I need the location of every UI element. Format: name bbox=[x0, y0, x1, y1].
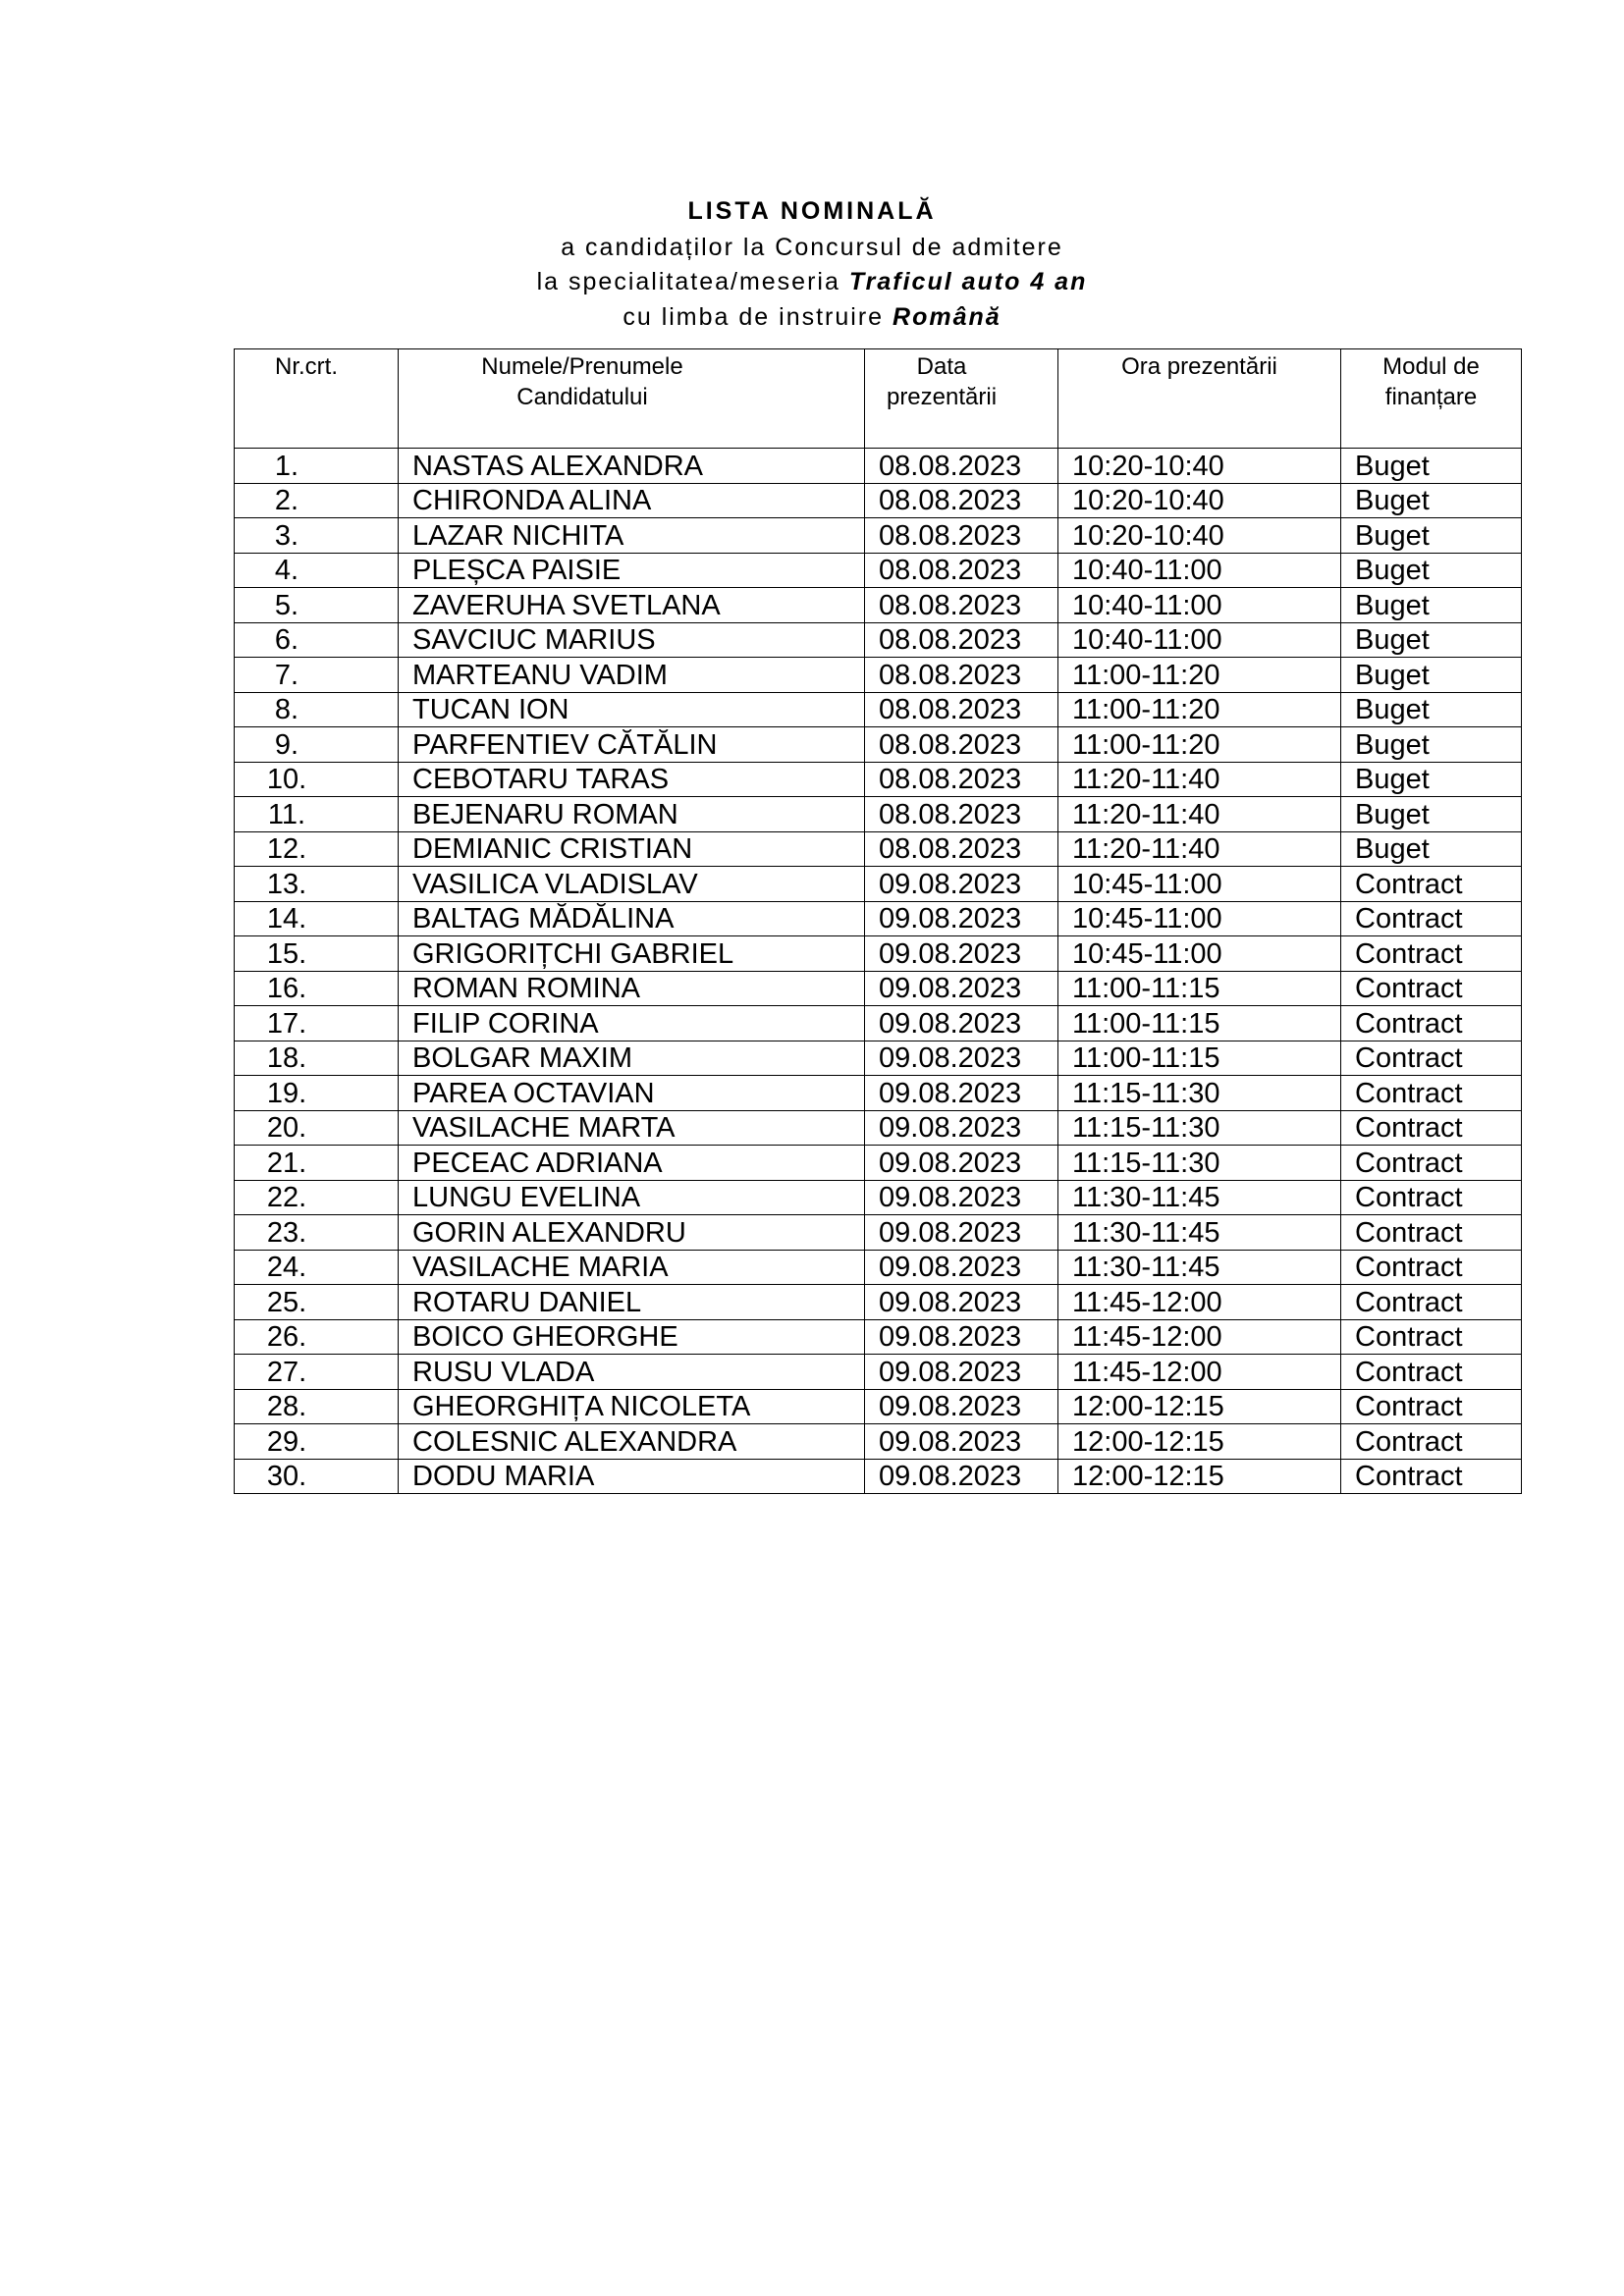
cell-presentation-time: 10:45-11:00 bbox=[1058, 901, 1341, 936]
cell-candidate-name: DEMIANIC CRISTIAN bbox=[399, 831, 865, 867]
specialty-prefix: la specialitatea/meseria bbox=[536, 268, 840, 295]
cell-candidate-name: CHIRONDA ALINA bbox=[399, 483, 865, 518]
table-body bbox=[235, 449, 1522, 1494]
table-row bbox=[235, 588, 1522, 623]
table-row bbox=[235, 762, 1522, 797]
column-header-fin-line2: finanțare bbox=[1384, 384, 1478, 410]
document-title: LISTA NOMINALĂ bbox=[687, 197, 937, 225]
specialty-line bbox=[0, 268, 1624, 296]
table-row bbox=[235, 1424, 1522, 1460]
cell-presentation-time: 12:00-12:15 bbox=[1058, 1424, 1341, 1460]
cell-nr: 23. bbox=[235, 1215, 399, 1251]
cell-presentation-time: 11:45-12:00 bbox=[1058, 1285, 1341, 1320]
cell-presentation-date: 09.08.2023 bbox=[865, 971, 1058, 1006]
cell-presentation-date: 08.08.2023 bbox=[865, 797, 1058, 832]
table-row bbox=[235, 483, 1522, 518]
cell-candidate-name: ROTARU DANIEL bbox=[399, 1285, 865, 1320]
cell-nr: 1. bbox=[235, 449, 399, 484]
cell-presentation-date: 09.08.2023 bbox=[865, 1006, 1058, 1041]
cell-presentation-date: 09.08.2023 bbox=[865, 1146, 1058, 1181]
cell-presentation-date: 08.08.2023 bbox=[865, 727, 1058, 763]
cell-financing-mode: Buget bbox=[1341, 553, 1522, 588]
table-row bbox=[235, 1389, 1522, 1424]
cell-presentation-time: 11:30-11:45 bbox=[1058, 1215, 1341, 1251]
cell-presentation-time: 11:00-11:15 bbox=[1058, 1006, 1341, 1041]
cell-candidate-name: MARTEANU VADIM bbox=[399, 658, 865, 693]
cell-candidate-name: SAVCIUC MARIUS bbox=[399, 622, 865, 658]
cell-nr: 12. bbox=[235, 831, 399, 867]
cell-presentation-time: 11:20-11:40 bbox=[1058, 831, 1341, 867]
table-row bbox=[235, 1146, 1522, 1181]
cell-candidate-name: LUNGU EVELINA bbox=[399, 1180, 865, 1215]
cell-presentation-date: 08.08.2023 bbox=[865, 831, 1058, 867]
cell-financing-mode: Contract bbox=[1341, 1215, 1522, 1251]
column-header-time bbox=[1058, 349, 1341, 449]
cell-candidate-name: VASILICA VLADISLAV bbox=[399, 867, 865, 902]
cell-presentation-date: 09.08.2023 bbox=[865, 936, 1058, 972]
cell-presentation-time: 10:40-11:00 bbox=[1058, 588, 1341, 623]
cell-nr: 26. bbox=[235, 1319, 399, 1355]
cell-financing-mode: Contract bbox=[1341, 1146, 1522, 1181]
cell-nr: 10. bbox=[235, 762, 399, 797]
cell-presentation-date: 08.08.2023 bbox=[865, 518, 1058, 554]
table-row bbox=[235, 727, 1522, 763]
cell-nr: 4. bbox=[235, 553, 399, 588]
table-row bbox=[235, 1319, 1522, 1355]
cell-candidate-name: BEJENARU ROMAN bbox=[399, 797, 865, 832]
cell-presentation-date: 08.08.2023 bbox=[865, 588, 1058, 623]
document-subtitle: a candidaților la Concursul de admitere bbox=[561, 234, 1063, 261]
cell-candidate-name: CEBOTARU TARAS bbox=[399, 762, 865, 797]
column-header-name-line1: Numele/Prenumele bbox=[481, 353, 683, 380]
cell-nr: 21. bbox=[235, 1146, 399, 1181]
cell-presentation-date: 09.08.2023 bbox=[865, 1424, 1058, 1460]
cell-candidate-name: VASILACHE MARIA bbox=[399, 1250, 865, 1285]
specialty-name: Traficul auto 4 an bbox=[848, 268, 1088, 295]
cell-presentation-date: 08.08.2023 bbox=[865, 553, 1058, 588]
cell-presentation-time: 11:00-11:20 bbox=[1058, 692, 1341, 727]
cell-presentation-time: 10:20-10:40 bbox=[1058, 449, 1341, 484]
cell-nr: 20. bbox=[235, 1110, 399, 1146]
cell-financing-mode: Buget bbox=[1341, 622, 1522, 658]
column-header-date-line1: Data bbox=[916, 353, 967, 380]
column-header-date bbox=[865, 349, 1058, 449]
cell-candidate-name: ZAVERUHA SVETLANA bbox=[399, 588, 865, 623]
cell-presentation-time: 11:00-11:15 bbox=[1058, 1041, 1341, 1076]
cell-presentation-time: 12:00-12:15 bbox=[1058, 1459, 1341, 1494]
cell-candidate-name: GRIGORIȚCHI GABRIEL bbox=[399, 936, 865, 972]
cell-candidate-name: FILIP CORINA bbox=[399, 1006, 865, 1041]
cell-financing-mode: Buget bbox=[1341, 483, 1522, 518]
language-line bbox=[0, 303, 1624, 332]
cell-presentation-date: 09.08.2023 bbox=[865, 1250, 1058, 1285]
table-row bbox=[235, 1110, 1522, 1146]
column-header-fin-line1: Modul de bbox=[1382, 353, 1480, 380]
cell-financing-mode: Contract bbox=[1341, 1319, 1522, 1355]
cell-presentation-time: 11:20-11:40 bbox=[1058, 797, 1341, 832]
cell-presentation-date: 08.08.2023 bbox=[865, 692, 1058, 727]
cell-financing-mode: Contract bbox=[1341, 867, 1522, 902]
cell-presentation-time: 11:00-11:20 bbox=[1058, 727, 1341, 763]
cell-financing-mode: Contract bbox=[1341, 936, 1522, 972]
cell-candidate-name: ROMAN ROMINA bbox=[399, 971, 865, 1006]
cell-candidate-name: BOICO GHEORGHE bbox=[399, 1319, 865, 1355]
cell-presentation-time: 11:15-11:30 bbox=[1058, 1110, 1341, 1146]
cell-financing-mode: Buget bbox=[1341, 658, 1522, 693]
table-row bbox=[235, 831, 1522, 867]
cell-presentation-date: 08.08.2023 bbox=[865, 622, 1058, 658]
cell-financing-mode: Contract bbox=[1341, 1110, 1522, 1146]
table-row bbox=[235, 1355, 1522, 1390]
cell-presentation-date: 09.08.2023 bbox=[865, 1389, 1058, 1424]
cell-candidate-name: GHEORGHIȚA NICOLETA bbox=[399, 1389, 865, 1424]
cell-presentation-time: 10:40-11:00 bbox=[1058, 622, 1341, 658]
table-row bbox=[235, 1250, 1522, 1285]
table-row bbox=[235, 1180, 1522, 1215]
cell-financing-mode: Contract bbox=[1341, 1285, 1522, 1320]
cell-financing-mode: Buget bbox=[1341, 797, 1522, 832]
cell-candidate-name: PARFENTIEV CĂTĂLIN bbox=[399, 727, 865, 763]
cell-candidate-name: LAZAR NICHITA bbox=[399, 518, 865, 554]
cell-financing-mode: Contract bbox=[1341, 1250, 1522, 1285]
column-header-nr bbox=[235, 349, 399, 449]
table-row bbox=[235, 901, 1522, 936]
cell-presentation-date: 09.08.2023 bbox=[865, 1355, 1058, 1390]
column-header-nr-label: Nr.crt. bbox=[275, 353, 338, 380]
table-header-row bbox=[235, 349, 1522, 449]
cell-candidate-name: DODU MARIA bbox=[399, 1459, 865, 1494]
cell-nr: 3. bbox=[235, 518, 399, 554]
cell-financing-mode: Buget bbox=[1341, 727, 1522, 763]
cell-candidate-name: PLEȘCA PAISIE bbox=[399, 553, 865, 588]
cell-presentation-time: 11:30-11:45 bbox=[1058, 1250, 1341, 1285]
cell-presentation-time: 10:40-11:00 bbox=[1058, 553, 1341, 588]
cell-nr: 9. bbox=[235, 727, 399, 763]
cell-presentation-time: 11:15-11:30 bbox=[1058, 1146, 1341, 1181]
cell-financing-mode: Contract bbox=[1341, 901, 1522, 936]
table-row bbox=[235, 553, 1522, 588]
cell-presentation-date: 09.08.2023 bbox=[865, 1180, 1058, 1215]
language-name: Română bbox=[893, 303, 1001, 331]
cell-nr: 27. bbox=[235, 1355, 399, 1390]
cell-financing-mode: Contract bbox=[1341, 1355, 1522, 1390]
cell-presentation-date: 09.08.2023 bbox=[865, 901, 1058, 936]
cell-nr: 13. bbox=[235, 867, 399, 902]
cell-presentation-time: 11:30-11:45 bbox=[1058, 1180, 1341, 1215]
table-row bbox=[235, 449, 1522, 484]
cell-presentation-time: 11:45-12:00 bbox=[1058, 1355, 1341, 1390]
cell-presentation-date: 09.08.2023 bbox=[865, 1110, 1058, 1146]
cell-nr: 11. bbox=[235, 797, 399, 832]
cell-nr: 2. bbox=[235, 483, 399, 518]
cell-candidate-name: PECEAC ADRIANA bbox=[399, 1146, 865, 1181]
table-row bbox=[235, 658, 1522, 693]
cell-presentation-date: 09.08.2023 bbox=[865, 1041, 1058, 1076]
cell-nr: 7. bbox=[235, 658, 399, 693]
cell-presentation-time: 11:20-11:40 bbox=[1058, 762, 1341, 797]
table-row bbox=[235, 1041, 1522, 1076]
cell-nr: 29. bbox=[235, 1424, 399, 1460]
cell-candidate-name: RUSU VLADA bbox=[399, 1355, 865, 1390]
cell-financing-mode: Buget bbox=[1341, 449, 1522, 484]
cell-financing-mode: Contract bbox=[1341, 971, 1522, 1006]
cell-presentation-date: 09.08.2023 bbox=[865, 1285, 1058, 1320]
cell-candidate-name: BALTAG MĂDĂLINA bbox=[399, 901, 865, 936]
column-header-date-line2: prezentării bbox=[886, 384, 998, 410]
cell-presentation-date: 08.08.2023 bbox=[865, 449, 1058, 484]
cell-candidate-name: GORIN ALEXANDRU bbox=[399, 1215, 865, 1251]
cell-presentation-date: 09.08.2023 bbox=[865, 1076, 1058, 1111]
cell-presentation-time: 11:15-11:30 bbox=[1058, 1076, 1341, 1111]
cell-candidate-name: PAREA OCTAVIAN bbox=[399, 1076, 865, 1111]
column-header-name bbox=[399, 349, 865, 449]
cell-nr: 16. bbox=[235, 971, 399, 1006]
cell-financing-mode: Buget bbox=[1341, 831, 1522, 867]
cell-financing-mode: Buget bbox=[1341, 518, 1522, 554]
cell-presentation-date: 09.08.2023 bbox=[865, 1319, 1058, 1355]
column-header-name-line2: Candidatului bbox=[516, 384, 648, 410]
cell-candidate-name: TUCAN ION bbox=[399, 692, 865, 727]
table-row bbox=[235, 1285, 1522, 1320]
cell-nr: 5. bbox=[235, 588, 399, 623]
cell-presentation-time: 10:45-11:00 bbox=[1058, 867, 1341, 902]
cell-candidate-name: NASTAS ALEXANDRA bbox=[399, 449, 865, 484]
cell-nr: 22. bbox=[235, 1180, 399, 1215]
cell-financing-mode: Contract bbox=[1341, 1006, 1522, 1041]
table-row bbox=[235, 1459, 1522, 1494]
table-row bbox=[235, 622, 1522, 658]
cell-nr: 17. bbox=[235, 1006, 399, 1041]
cell-financing-mode: Buget bbox=[1341, 588, 1522, 623]
cell-presentation-time: 10:20-10:40 bbox=[1058, 483, 1341, 518]
cell-presentation-time: 11:00-11:20 bbox=[1058, 658, 1341, 693]
language-prefix: cu limba de instruire bbox=[623, 303, 885, 331]
cell-nr: 15. bbox=[235, 936, 399, 972]
table-row bbox=[235, 692, 1522, 727]
cell-nr: 25. bbox=[235, 1285, 399, 1320]
cell-financing-mode: Contract bbox=[1341, 1424, 1522, 1460]
cell-presentation-date: 09.08.2023 bbox=[865, 867, 1058, 902]
table-row bbox=[235, 971, 1522, 1006]
table-row bbox=[235, 797, 1522, 832]
cell-presentation-time: 10:20-10:40 bbox=[1058, 518, 1341, 554]
table-row bbox=[235, 518, 1522, 554]
cell-presentation-date: 08.08.2023 bbox=[865, 658, 1058, 693]
table-row bbox=[235, 1215, 1522, 1251]
cell-presentation-time: 11:00-11:15 bbox=[1058, 971, 1341, 1006]
cell-financing-mode: Buget bbox=[1341, 762, 1522, 797]
cell-financing-mode: Contract bbox=[1341, 1076, 1522, 1111]
cell-nr: 6. bbox=[235, 622, 399, 658]
cell-financing-mode: Contract bbox=[1341, 1389, 1522, 1424]
table-row bbox=[235, 867, 1522, 902]
cell-nr: 30. bbox=[235, 1459, 399, 1494]
cell-candidate-name: BOLGAR MAXIM bbox=[399, 1041, 865, 1076]
table-row bbox=[235, 1076, 1522, 1111]
cell-candidate-name: COLESNIC ALEXANDRA bbox=[399, 1424, 865, 1460]
column-header-time-label: Ora prezentării bbox=[1121, 353, 1277, 380]
cell-presentation-date: 08.08.2023 bbox=[865, 762, 1058, 797]
cell-nr: 24. bbox=[235, 1250, 399, 1285]
cell-presentation-date: 09.08.2023 bbox=[865, 1215, 1058, 1251]
candidates-table bbox=[234, 348, 1522, 1494]
cell-presentation-time: 10:45-11:00 bbox=[1058, 936, 1341, 972]
cell-financing-mode: Contract bbox=[1341, 1459, 1522, 1494]
cell-financing-mode: Contract bbox=[1341, 1180, 1522, 1215]
table-row bbox=[235, 1006, 1522, 1041]
cell-nr: 8. bbox=[235, 692, 399, 727]
table-row bbox=[235, 936, 1522, 972]
cell-financing-mode: Buget bbox=[1341, 692, 1522, 727]
cell-nr: 18. bbox=[235, 1041, 399, 1076]
cell-financing-mode: Contract bbox=[1341, 1041, 1522, 1076]
cell-nr: 28. bbox=[235, 1389, 399, 1424]
cell-presentation-date: 08.08.2023 bbox=[865, 483, 1058, 518]
cell-candidate-name: VASILACHE MARTA bbox=[399, 1110, 865, 1146]
cell-nr: 19. bbox=[235, 1076, 399, 1111]
cell-presentation-date: 09.08.2023 bbox=[865, 1459, 1058, 1494]
cell-presentation-time: 12:00-12:15 bbox=[1058, 1389, 1341, 1424]
cell-presentation-time: 11:45-12:00 bbox=[1058, 1319, 1341, 1355]
cell-nr: 14. bbox=[235, 901, 399, 936]
column-header-financing bbox=[1341, 349, 1522, 449]
